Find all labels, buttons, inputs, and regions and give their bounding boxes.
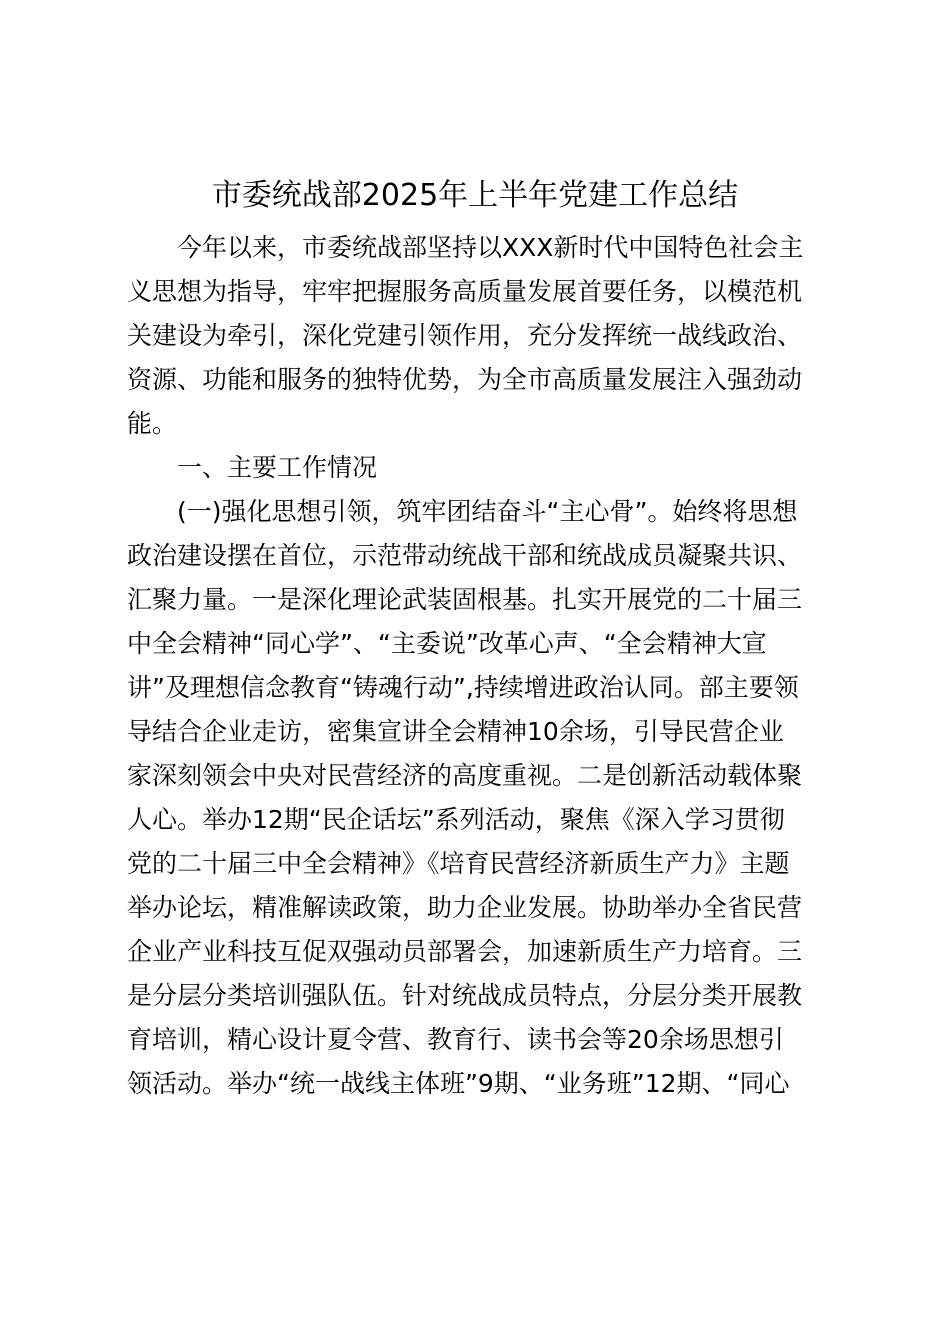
body-text-line: 企业产业科技互促双强动员部署会，加速新质生产力培育。三 [127,937,803,966]
document-title: 市委统战部2025年上半年党建工作总结 [211,178,739,213]
body-text-line: 领活动。举办“统一战线主体班”9期、“业务班”12期、“同心 [127,1069,790,1098]
body-text-line: 育培训，精心设计夏令营、教育行、读书会等20余场思想引 [127,1025,784,1054]
body-text-line: 党的二十届三中全会精神》《培育民营经济新质生产力》主题 [127,849,790,878]
body-text-line: 是分层分类培训强队伍。针对统战成员特点，分层分类开展教 [127,981,803,1010]
body-text-line: 能。 [127,409,178,438]
body-text-line: 义思想为指导，牢牢把握服务高质量发展首要任务，以模范机 [127,277,803,306]
body-text-line: 家深刻领会中央对民营经济的高度重视。二是创新活动载体聚 [127,761,803,790]
body-text-line: 政治建设摆在首位，示范带动统战干部和统战成员凝聚共识、 [127,541,803,570]
body-text-line: 讲”及理想信念教育“铸魂行动”,持续增进政治认同。部主要领 [127,673,799,702]
body-text-line: 导结合企业走访，密集宣讲全会精神10余场，引导民营企业 [127,717,784,746]
body-text-line: 中全会精神“同心学”、“主委说”改革心声、“全会精神大宣 [127,629,767,658]
body-text-line: 汇聚力量。一是深化理论武装固根基。扎实开展党的二十届三 [127,585,803,614]
body-text-line: 举办论坛，精准解读政策，助力企业发展。协助举办全省民营 [127,893,803,922]
body-text-line: 一、主要工作情况 [177,453,378,482]
body-text-line: 今年以来，市委统战部坚持以XXX新时代中国特色社会主 [177,233,804,262]
body-text-line: (一)强化思想引领，筑牢团结奋斗“主心骨”。始终将思想 [177,497,798,526]
body-text-line: 关建设为牵引，深化党建引领作用，充分发挥统一战线政治、 [127,321,803,350]
document-body [127,226,823,1106]
body-text-line: 人心。举办12期“民企话坛”系列活动，聚焦《深入学习贯彻 [127,805,785,834]
body-text-line: 资源、功能和服务的独特优势，为全市高质量发展注入强劲动 [127,365,803,394]
